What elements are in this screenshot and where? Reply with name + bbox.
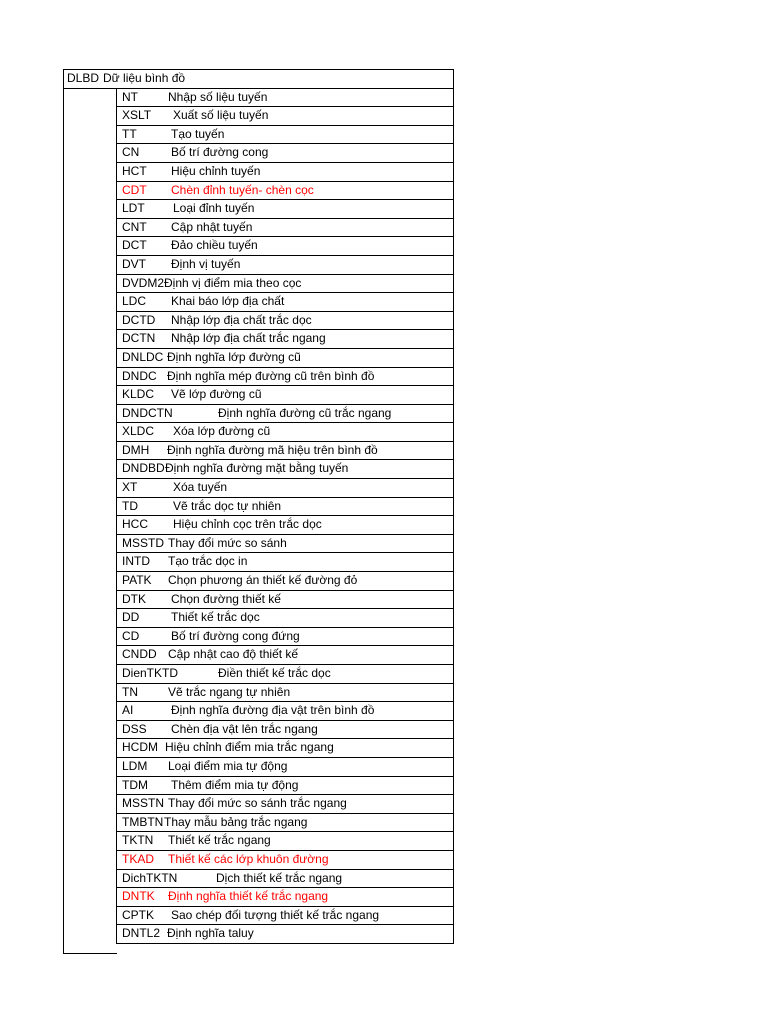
table-row [116, 423, 454, 442]
command-description: Chọn đường thiết kế [171, 591, 281, 606]
command-description: Loại điểm mia tự động [168, 758, 288, 773]
command-description: Bố trí đường cong [171, 145, 269, 160]
table-header-row [63, 69, 454, 89]
command-description: Thay mẫu bảng trắc ngang [164, 814, 308, 829]
command-description: Thiết kế các lớp khuôn đường [168, 851, 329, 866]
left-empty-column [63, 88, 117, 954]
table-row [116, 684, 454, 703]
command-description: Vẽ trắc ngang tự nhiên [168, 684, 291, 699]
command-description: Chèn địa vật lên trắc ngang [171, 721, 318, 736]
table-row [116, 479, 454, 498]
command-description: Xóa lớp đường cũ [173, 424, 271, 439]
table-row [116, 925, 454, 944]
command-description: Xóa tuyến [173, 480, 228, 495]
command-description: Vẽ trắc dọc tự nhiên [173, 498, 282, 513]
command-description: Định nghĩa taluy [167, 926, 254, 941]
command-code: DNDC [122, 368, 157, 383]
command-description: Định nghĩa lớp đường cũ [167, 349, 301, 364]
command-code: DVDM2 [122, 275, 165, 290]
command-description: Bố trí đường cong đứng [171, 628, 300, 643]
table-row [116, 777, 454, 796]
command-code: TKTN [122, 833, 154, 848]
table-row [116, 535, 454, 554]
command-description: Định nghĩa thiết kế trắc ngang [168, 889, 329, 904]
command-description: Loại đỉnh tuyến [173, 201, 255, 216]
table-row [116, 721, 454, 740]
command-code: LDC [122, 294, 147, 309]
command-code: TDM [122, 777, 148, 792]
command-description: Chèn đỉnh tuyến- chèn cọc [171, 182, 314, 197]
command-description: Thiết kế trắc dọc [171, 610, 260, 625]
table-row [116, 832, 454, 851]
command-description: Đảo chiều tuyến [171, 238, 258, 253]
command-description: Định nghĩa đường mặt bằng tuyến [165, 461, 349, 476]
command-description: Thiết kế trắc ngang [168, 833, 271, 848]
command-description: Cập nhật tuyến [171, 219, 253, 234]
command-code: CN [122, 145, 140, 160]
command-description: Hiệu chỉnh điểm mia trắc ngang [165, 740, 334, 755]
command-code: DCT [122, 238, 147, 253]
command-code: XT [122, 480, 138, 495]
command-code: TKAD [122, 851, 155, 866]
table-row [116, 870, 454, 889]
command-description: Cập nhật cao độ thiết kế [168, 647, 299, 662]
command-code: XLDC [122, 424, 155, 439]
command-code: HCT [122, 163, 147, 178]
table-row [116, 795, 454, 814]
command-code: DNTK [122, 889, 155, 904]
table-row [116, 646, 454, 665]
header-description: Dữ liệu bình đồ [103, 71, 186, 85]
table-row [116, 163, 454, 182]
header-code: DLBD [67, 71, 100, 85]
command-description: Định nghĩa đường mã hiệu trên bình đồ [167, 442, 378, 457]
table-row [116, 256, 454, 275]
command-table [63, 69, 454, 953]
command-description: Xuất số liệu tuyến [173, 108, 269, 123]
command-code: CNT [122, 219, 147, 234]
command-code: TT [122, 126, 137, 141]
command-code: KLDC [122, 387, 155, 402]
command-code: CDT [122, 182, 147, 197]
table-row [116, 702, 454, 721]
table-row [116, 665, 454, 684]
command-code: TMBTN [122, 814, 164, 829]
command-description: Vẽ lớp đường cũ [171, 387, 262, 402]
command-code: DCTD [122, 312, 156, 327]
command-code: MSSTD [122, 535, 164, 550]
command-description: Định nghĩa đường cũ trắc ngang [218, 405, 392, 420]
command-code: NT [122, 89, 138, 104]
command-code: AI [122, 703, 134, 718]
command-code: DNDBD [122, 461, 165, 476]
command-code: DCTN [122, 331, 156, 346]
command-description: Định vị tuyến [171, 256, 241, 271]
command-code: DNLDC [122, 349, 164, 364]
command-code: LDM [122, 758, 148, 773]
table-row [116, 442, 454, 461]
command-code: DNTL2 [122, 926, 161, 941]
command-description: Thay đổi mức so sánh trắc ngang [168, 796, 347, 811]
command-code: XSLT [122, 108, 152, 123]
command-code: DNDCTN [122, 405, 173, 420]
command-code: INTD [122, 554, 150, 569]
table-row [116, 739, 454, 758]
table-row [116, 814, 454, 833]
table-row [116, 312, 454, 331]
table-row [116, 609, 454, 628]
table-row [116, 758, 454, 777]
table-row [116, 349, 454, 368]
table-row [116, 182, 454, 201]
command-description: Thêm điểm mia tự động [171, 777, 299, 792]
command-description: Khai báo lớp địa chất [171, 294, 285, 309]
command-code: DD [122, 610, 140, 625]
table-row [116, 516, 454, 535]
table-row [116, 460, 454, 479]
command-code: TD [122, 498, 138, 513]
command-description: Định nghĩa đường địa vật trên bình đồ [171, 703, 375, 718]
table-row [116, 200, 454, 219]
table-row [116, 126, 454, 145]
table-row [116, 591, 454, 610]
command-list [63, 89, 454, 944]
command-code: TN [122, 684, 138, 699]
table-row [116, 219, 454, 238]
command-code: MSSTN [122, 796, 164, 811]
command-description: Định vị điểm mia theo cọc [164, 275, 302, 290]
command-code: CNDD [122, 647, 157, 662]
table-row [116, 144, 454, 163]
command-description: Hiệu chỉnh tuyến [171, 163, 261, 178]
table-row [116, 851, 454, 870]
command-description: Định nghĩa mép đường cũ trên bình đồ [167, 368, 375, 383]
command-description: Dịch thiết kế trắc ngang [216, 870, 343, 885]
command-code: HCDM [122, 740, 158, 755]
table-row [116, 405, 454, 424]
command-description: Tạo trắc dọc in [168, 554, 248, 569]
table-row [116, 888, 454, 907]
command-code: DVT [122, 256, 146, 271]
table-row [116, 275, 454, 294]
command-description: Nhập lớp địa chất trắc ngang [171, 331, 326, 346]
command-description: Thay đổi mức so sánh [168, 535, 287, 550]
table-row [116, 368, 454, 387]
table-row [116, 237, 454, 256]
command-code: CD [122, 628, 140, 643]
command-description: Nhập lớp địa chất trắc dọc [171, 312, 312, 327]
command-code: DSS [122, 721, 147, 736]
table-row [116, 628, 454, 647]
command-code: DichTKTN [122, 870, 178, 885]
table-row [116, 498, 454, 517]
table-row [116, 293, 454, 312]
command-code: HCC [122, 517, 148, 532]
table-row [116, 107, 454, 126]
table-row [116, 907, 454, 926]
command-description: Nhập số liệu tuyến [168, 89, 268, 104]
command-code: LDT [122, 201, 145, 216]
table-row [116, 553, 454, 572]
table-row [116, 330, 454, 349]
command-code: PATK [122, 573, 152, 588]
table-row [116, 89, 454, 108]
command-code: DienTKTD [122, 666, 179, 680]
command-description: Hiệu chỉnh cọc trên trắc dọc [173, 517, 322, 532]
command-description: Tạo tuyến [171, 126, 225, 141]
command-code: DMH [122, 442, 150, 457]
command-description: Điền thiết kế trắc dọc [218, 666, 331, 680]
command-code: CPTK [122, 907, 155, 922]
table-row [116, 386, 454, 405]
command-description: Chọn phương án thiết kế đường đỏ [168, 573, 358, 588]
command-code: DTK [122, 591, 146, 606]
table-row [116, 572, 454, 591]
command-description: Sao chép đối tượng thiết kế trắc ngang [171, 907, 380, 922]
